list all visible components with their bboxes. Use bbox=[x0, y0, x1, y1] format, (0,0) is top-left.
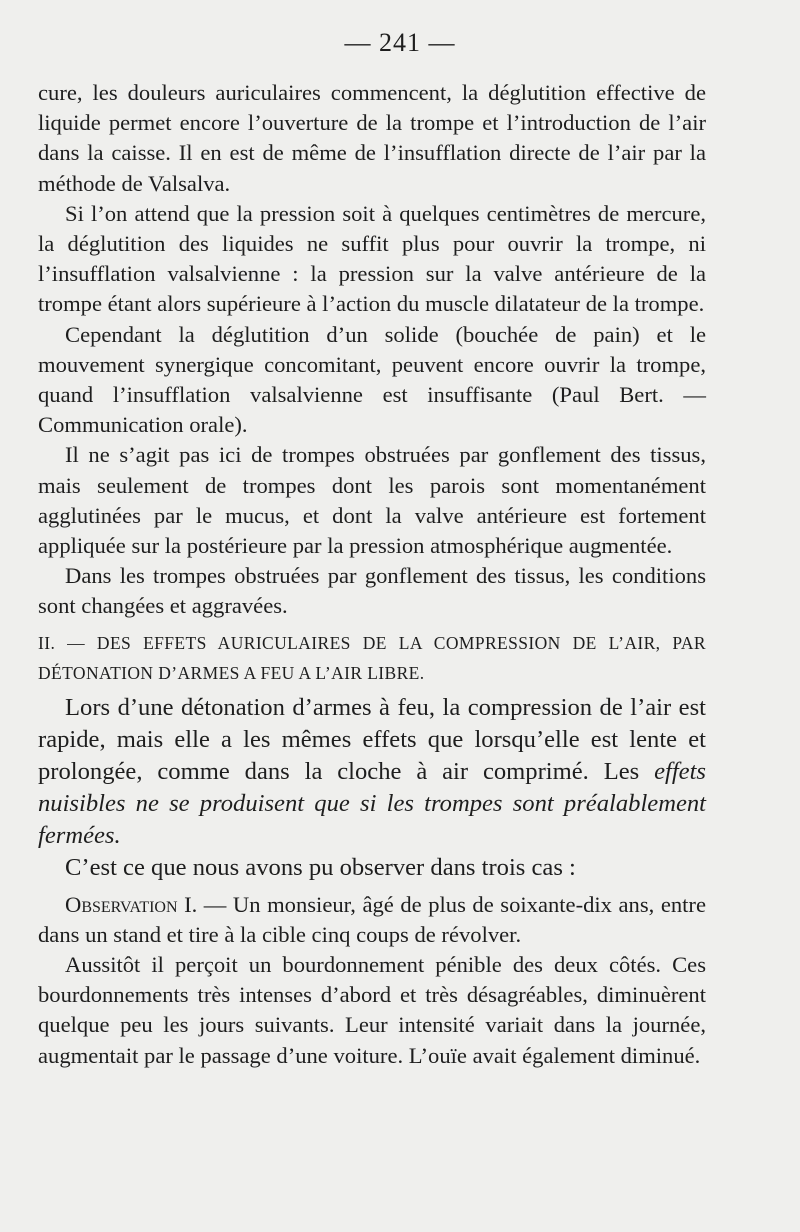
paragraph-trompes-obstruees: Dans les trompes obstruées par gonflement des tissus, les conditions sont changées et aggravées. bbox=[38, 563, 706, 619]
paragraph-bourdonnement: Aussitôt il perçoit un bourdonnement pénible des deux côtés. Ces bourdonnements très intenses d’abord et très désagréables, diminuèrent quelque peu les jours suivants. Leur intensité variait dans la journée, augmentait par le passage d’une voiture. L’ouïe avait également diminué. bbox=[38, 952, 706, 1068]
paragraph-trois-cas: C’est ce que nous avons pu observer dans trois cas : bbox=[65, 853, 576, 881]
detonation-text: Lors d’une détonation d’armes à feu, la compression de l’air est rapide, mais elle a les mêmes effets que lorsqu’elle est lente et prolongée, comme dans la cloche à air comprimé. Les bbox=[38, 693, 706, 785]
paragraph-continuation: cure, les douleurs auriculaires commencent, la déglutition effective de liquide permet encore l’ouverture de la trompe et l’introduction de l’air dans la caisse. Il en est de même de l’insufflation directe de l’air par la méthode de Valsalva. bbox=[38, 80, 706, 196]
section-heading: II. — DES EFFETS AURICULAIRES DE LA COMPRESSION DE L’AIR, PAR DÉTONATION D’ARMES A FEU A L’AIR LIBRE. bbox=[38, 632, 706, 683]
paragraph-pressure: Si l’on attend que la pression soit à quelques centimètres de mercure, la déglutition des liquides ne suffit plus pour ouvrir la trompe, ni l’insufflation valsalvienne : la pression sur la valve antérieure de la trompe étant alors supérieure à l’action du muscle dilatateur de la trompe. bbox=[38, 200, 706, 317]
paragraph-trompes-agglutinees: Il ne s’agit pas ici de trompes obstruées par gonflement des tissus, mais seulement de trompes dont les parois sont momentanément agglutinées par le mucus, et dont la valve antérieure est fortement appliquée sur la postérieure par la pression atmosphérique augmentée. bbox=[38, 442, 706, 559]
observation-paragraph bbox=[38, 890, 706, 950]
text-column bbox=[38, 78, 706, 1071]
observation-label: Observation I. bbox=[65, 891, 198, 917]
detonation-italic-text: effets nuisibles ne se produisent que si les trompes sont préalablement fermées. bbox=[38, 757, 706, 849]
paragraph-deglutition-solide: Cependant la déglutition d’un solide (bouchée de pain) et le mouvement synergique concomitant, peuvent encore ouvrir la trompe, quand l’insufflation valsalvienne est insuffisante (Paul Bert. — Communication orale). bbox=[38, 321, 706, 438]
observation-text: — Un monsieur, âgé de plus de soixante-dix ans, entre dans un stand et tire à la cible cinq coups de révolver. bbox=[38, 891, 706, 947]
page-number: — 241 — bbox=[344, 28, 456, 57]
paragraph-detonation bbox=[38, 692, 706, 852]
